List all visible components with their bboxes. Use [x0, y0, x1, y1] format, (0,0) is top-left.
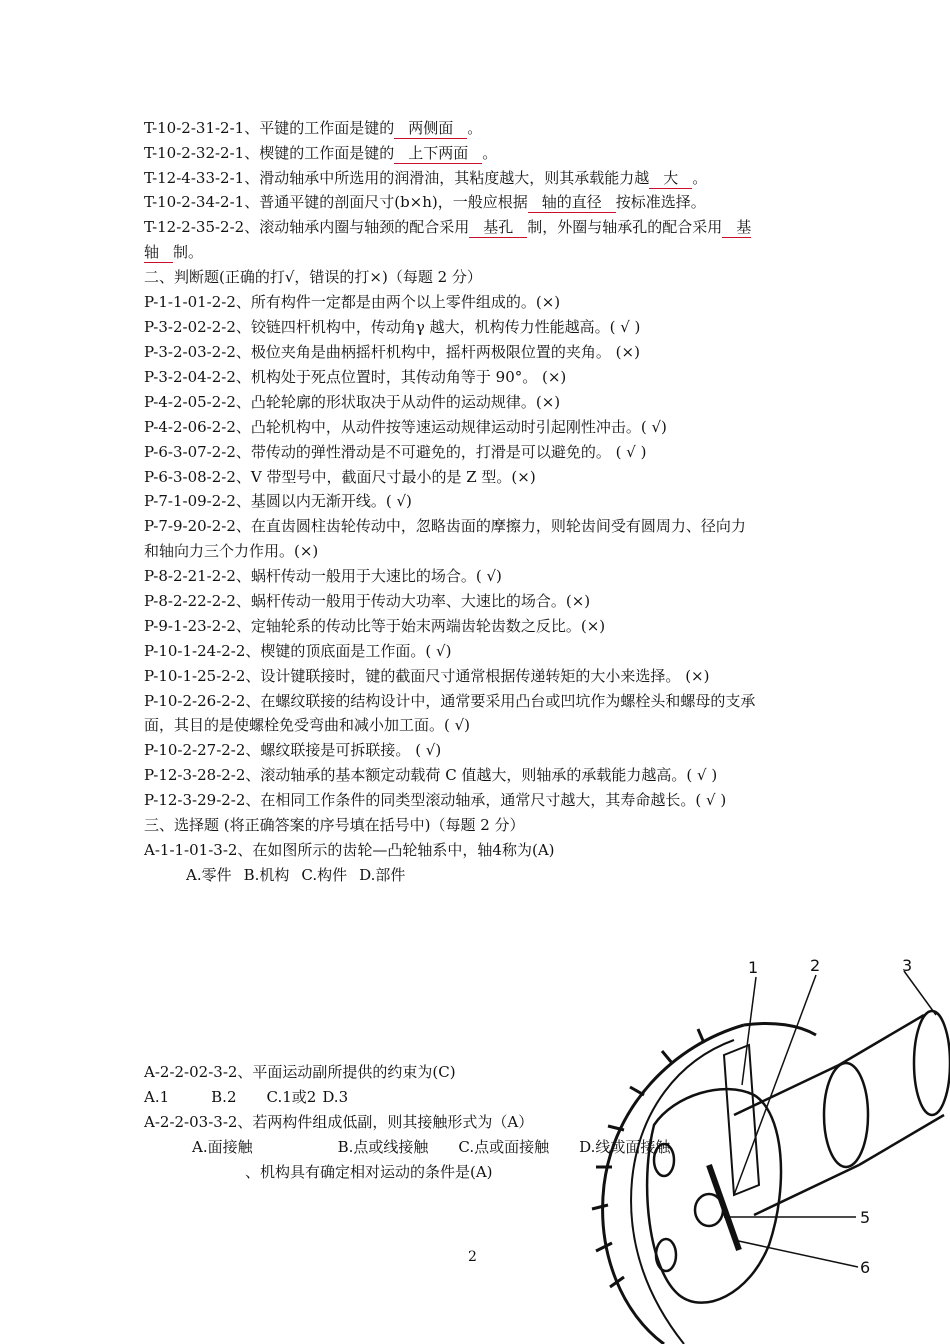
answer-blank: 上下两面 [394, 143, 482, 164]
judgement-item: P-7-9-20-2-2、在直齿圆柱齿轮传动中，忽略齿面的摩擦力，则轮齿间受有圆周力、径向力 [144, 517, 746, 535]
judgement-item: P-1-1-01-2-2、所有构件一定都是由两个以上零件组成的。(×) [144, 293, 561, 311]
choice-options-2: A.1 B.2 C.1或2 D.3 [144, 1088, 349, 1106]
judgement-item: P-8-2-21-2-2、蜗杆传动一般用于大速比的场合。( √) [144, 567, 502, 585]
judgement-item-cont: 面，其目的是使螺栓免受弯曲和减小加工面。( √) [144, 716, 471, 734]
page-number: 2 [468, 1249, 477, 1265]
judgement-item: P-10-2-26-2-2、在螺纹联接的结构设计中，通常要采用凸台或凹坑作为螺栓头和螺母的支承 [144, 692, 756, 710]
answer-blank: 两侧面 [394, 118, 467, 139]
fill-blank-32: T-10-2-32-2-1、楔键的工作面是键的 上下两面 。 [144, 144, 498, 162]
answer-blank: 轴 [144, 242, 173, 263]
choice-options-1: A.零件 B.机构 C.构件 D.部件 [186, 866, 406, 884]
judgement-item: P-10-2-27-2-2、螺纹联接是可拆联接。 ( √) [144, 741, 442, 759]
judgement-item-cont: 和轴向力三个力作用。(×) [144, 542, 319, 560]
fill-blank-33: T-12-4-33-2-1、滑动轴承中所选用的润滑油，其粘度越大，则其承载能力越 大 。 [144, 169, 708, 187]
fill-blank-34: T-10-2-34-2-1、普通平键的剖面尺寸(b×h)，一般应根据 轴的直径 按标准选择。 [144, 193, 706, 211]
fill-blank-31: T-10-2-31-2-1、平键的工作面是键的 两侧面 。 [144, 119, 483, 137]
judgement-item: P-4-2-05-2-2、凸轮轮廓的形状取决于从动件的运动规律。(×) [144, 393, 561, 411]
judgement-item: P-3-2-04-2-2、机构处于死点位置时，其传动角等于 90°。 (×) [144, 368, 567, 386]
judgement-item: P-6-3-07-2-2、带传动的弹性滑动是不可避免的，打滑是可以避免的。 ( √ ) [144, 443, 647, 461]
answer-blank: 基 [722, 217, 751, 238]
figure-label: 1 [748, 958, 759, 977]
choice-options-3: A.面接触 B.点或线接触 C.点或面接触 D.线或面接触 [192, 1138, 671, 1156]
judgement-item: P-9-1-23-2-2、定轴轮系的传动比等于始末两端齿轮齿数之反比。(×) [144, 617, 606, 635]
answer-blank: 轴的直径 [528, 192, 616, 213]
judgement-item: P-6-3-08-2-2、V 带型号中，截面尺寸最小的是 Z 型。(×) [144, 468, 536, 486]
judgement-item: P-3-2-02-2-2、铰链四杆机构中，传动角γ 越大，机构传力性能越高。( √ ) [144, 318, 641, 336]
section-heading-choice: 三、选择题 (将正确答案的序号填在括号中)（每题 2 分） [144, 816, 525, 834]
figure-label: 3 [902, 956, 913, 975]
answer-blank: 大 [649, 168, 692, 189]
cam-icon [647, 1045, 781, 1303]
judgement-item: P-7-1-09-2-2、基圆以内无渐开线。( √) [144, 492, 412, 510]
choice-question-1: A-1-1-01-3-2、在如图所示的齿轮—凸轮轴系中，轴4称为(A) [144, 841, 555, 859]
judgement-item: P-4-2-06-2-2、凸轮机构中，从动件按等速运动规律运动时引起刚性冲击。( √) [144, 418, 667, 436]
answer-blank: 基孔 [469, 217, 527, 238]
judgement-item: P-3-2-03-2-2、极位夹角是曲柄摇杆机构中，摇杆两极限位置的夹角。 (×) [144, 343, 640, 361]
judgement-item: P-10-1-25-2-2、设计键联接时，键的截面尺寸通常根据传递转矩的大小来选择。 (×) [144, 667, 710, 685]
shaft-icon [734, 1011, 950, 1215]
choice-question-2: A-2-2-02-3-2、平面运动副所提供的约束为(C) [144, 1063, 456, 1081]
figure-label: 5 [860, 1208, 871, 1227]
section-heading-judgement: 二、判断题(正确的打√，错误的打×)（每题 2 分） [144, 268, 482, 286]
choice-question-3: A-2-2-03-3-2、若两构件组成低副，则其接触形式为（A） [144, 1113, 534, 1131]
choice-question-4: 、机构具有确定相对运动的条件是(A) [245, 1163, 493, 1181]
gear-icon [592, 1023, 816, 1344]
judgement-item: P-8-2-22-2-2、蜗杆传动一般用于传动大功率、大速比的场合。(×) [144, 592, 591, 610]
judgement-item: P-12-3-29-2-2、在相同工作条件的同类型滚动轴承，通常尺寸越大，其寿命越长。( √ ) [144, 791, 727, 809]
figure-label: 6 [860, 1258, 871, 1277]
leader-lines [724, 971, 936, 1267]
fill-blank-35-cont: 轴 制。 [144, 243, 204, 261]
fill-blank-35: T-12-2-35-2-2、滚动轴承内圈与轴颈的配合采用 基孔 制，外圈与轴承孔的配合采用 基 [144, 218, 752, 236]
figure-label: 2 [810, 956, 821, 975]
judgement-item: P-12-3-28-2-2、滚动轴承的基本额定动载荷 C 值越大，则轴承的承载能力越高。( √ ) [144, 766, 718, 784]
judgement-item: P-10-1-24-2-2、楔键的顶底面是工作面。( √) [144, 642, 452, 660]
